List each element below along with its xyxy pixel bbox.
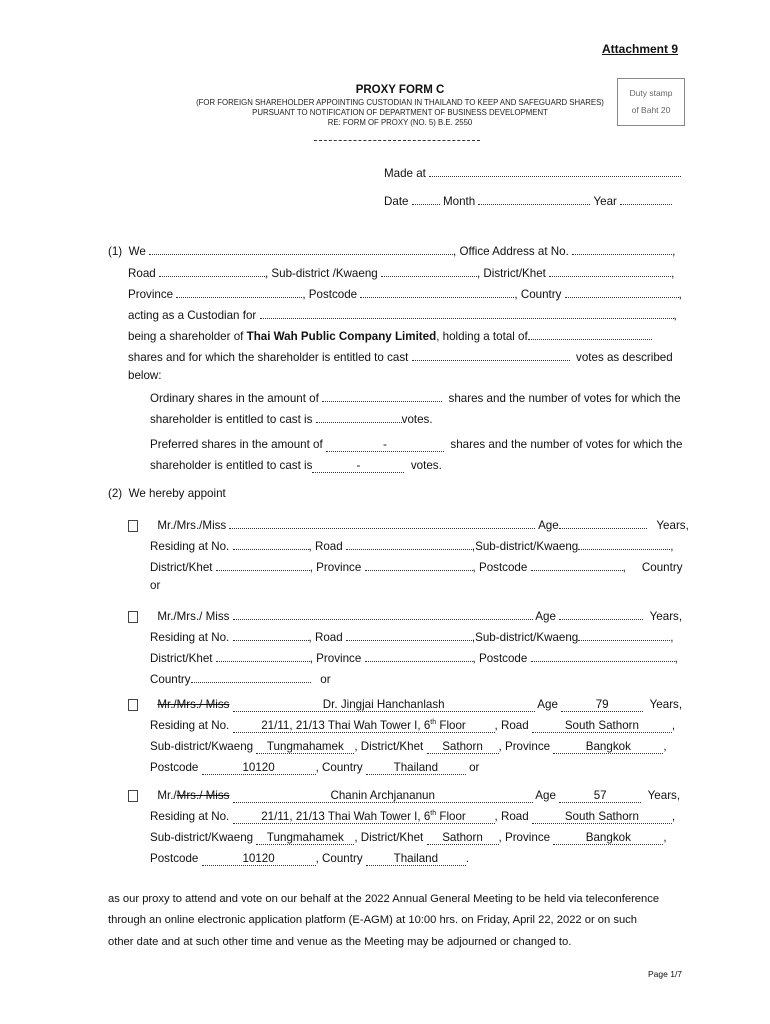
proxy3-age-label: Age [537, 698, 558, 711]
proxy2-road-field[interactable] [346, 628, 472, 641]
proxy4-checkbox[interactable] [128, 790, 138, 802]
holding-label: , holding a total of [436, 330, 528, 343]
proxy2-district-row [150, 649, 678, 665]
proxy3-postcode-row [150, 761, 479, 775]
proxy2-subdistrict-field[interactable] [578, 628, 670, 641]
proxy3-residing-field[interactable] [233, 719, 495, 733]
proxy1-age-label: Age [538, 519, 559, 532]
proxy1-road-label: , Road [308, 540, 343, 553]
postcode-label: , Postcode [302, 288, 358, 301]
proxy2-or: or [320, 673, 331, 686]
proxy2-province-field[interactable] [365, 649, 473, 662]
comma: , [670, 631, 674, 644]
header-divider [314, 140, 480, 141]
preferred-row [150, 438, 682, 452]
acting-field[interactable] [260, 306, 674, 319]
below-label: below: [128, 369, 162, 382]
country-field[interactable] [565, 285, 679, 298]
appoint-label: We hereby appoint [128, 487, 226, 500]
subdistrict-label: , Sub-district /Kwaeng [264, 267, 378, 280]
s1-row-being [128, 327, 652, 343]
proxy2-postcode-label: , Postcode [472, 652, 528, 665]
preferred-votes-field[interactable]: - [312, 459, 404, 473]
proxy2-name-row [128, 607, 682, 623]
month-label: Month [442, 195, 476, 208]
comma: , [670, 540, 674, 553]
proxy4-district-label: , District/Khet [354, 831, 424, 844]
votes-field[interactable] [412, 348, 570, 361]
closing-line-1: as our proxy to attend and vote on our behalf at the 2022 Annual General Meeting to be held via teleconference [108, 893, 660, 905]
proxy3-title-label: Mr./Mrs./ Miss [157, 698, 230, 711]
proxy1-years-label: Years, [656, 519, 689, 532]
s2-heading [108, 487, 226, 500]
proxy4-postcode-field[interactable]: 10120 [202, 852, 316, 866]
proxy3-residing-label: Residing at No. [150, 719, 230, 732]
proxy3-address-row [150, 719, 675, 733]
proxy4-province-field[interactable]: Bangkok [553, 831, 663, 845]
comma: , [622, 561, 626, 574]
acting-label: acting as a Custodian for [128, 309, 257, 322]
proxy4-country-field[interactable]: Thailand [366, 852, 466, 866]
ordinary-cast-row [150, 410, 433, 426]
proxy4-subdistrict-field[interactable]: Tungmahamek [256, 831, 354, 845]
s1-row-road [128, 264, 674, 280]
form-subtitle-1: (FOR FOREIGN SHAREHOLDER APPOINTING CUSTODIAN IN THAILAND TO KEEP AND SAFEGUARD SHARES) [196, 98, 604, 107]
ordinary-label: Ordinary shares in the amount of [150, 392, 319, 405]
comma: , [678, 288, 682, 301]
proxy2-address-row [150, 628, 673, 644]
proxy4-title-mr: Mr./ [157, 789, 177, 802]
country-label: , Country [514, 288, 562, 301]
proxy2-country-field[interactable] [191, 670, 311, 683]
district-label: , District/Khet [476, 267, 546, 280]
proxy4-age-label: Age [535, 789, 556, 802]
proxy3-residing-sup: th [430, 719, 437, 727]
attachment-label: Attachment 9 [601, 42, 678, 56]
proxy3-residing-value: 21/11, 21/13 Thai Wah Tower I, 6 [261, 719, 431, 732]
proxy3-district-label: , District/Khet [354, 740, 424, 753]
date-field[interactable] [412, 192, 440, 205]
proxy1-district-field[interactable] [216, 558, 310, 571]
votes-dot-label-2: votes. [410, 459, 442, 472]
proxy1-road-field[interactable] [346, 537, 472, 550]
ordinary-votes-field[interactable] [316, 410, 402, 423]
proxy3-checkbox[interactable] [128, 699, 138, 711]
proxy4-province-label: , Province [498, 831, 551, 844]
made-at-label: Made at [384, 167, 426, 180]
proxy2-postcode-field[interactable] [531, 649, 675, 662]
proxy4-end: . [465, 852, 470, 865]
proxy4-subdistrict-label: Sub-district/Kwaeng [150, 831, 254, 844]
comma: , [671, 810, 676, 823]
stamp-line-1: Duty stamp [629, 88, 673, 98]
proxy4-name-field[interactable]: Chanin Archjananun [233, 789, 533, 803]
proxy4-postcode-label: Postcode [150, 852, 199, 865]
s2-number: (2) [108, 487, 123, 500]
proxy1-country-label: Country [641, 561, 683, 574]
proxy2-country-label: Country [150, 673, 191, 686]
comma: , [673, 309, 677, 322]
proxy2-road-label: , Road [308, 631, 343, 644]
proxy2-residing-label: Residing at No. [150, 631, 230, 644]
proxy2-age-label: Age [535, 610, 556, 623]
comma: , [671, 719, 676, 732]
proxy1-postcode-label: , Postcode [472, 561, 528, 574]
comma: , [663, 831, 667, 844]
preferred-field[interactable]: - [326, 438, 444, 452]
entitled-label-2: shareholder is entitled to cast is [150, 459, 313, 472]
month-field[interactable] [478, 192, 590, 205]
proxy3-country-field[interactable]: Thailand [366, 761, 466, 775]
proxy2-age-field[interactable] [559, 607, 643, 620]
proxy3-postcode-label: Postcode [150, 761, 199, 774]
proxy3-province-field[interactable]: Bangkok [553, 740, 663, 754]
proxy4-country-label: , Country [315, 852, 363, 865]
s1-row-shares [128, 348, 673, 364]
date-row [384, 192, 672, 208]
office-label: , Office Address at No. [453, 245, 569, 258]
comma: , [672, 245, 676, 258]
proxy1-residing-label: Residing at No. [150, 540, 230, 553]
we-label: We [128, 245, 146, 258]
year-field[interactable] [620, 192, 672, 205]
form-subtitle-2: PURSUANT TO NOTIFICATION OF DEPARTMENT OF BUSINESS DEVELOPMENT [252, 108, 548, 117]
proxy2-years-label: Years, [649, 610, 683, 623]
proxy1-subdistrict-field[interactable] [578, 537, 670, 550]
district-field[interactable] [549, 264, 671, 277]
proxy3-name-field[interactable]: Dr. Jingjai Hanchanlash [233, 698, 535, 712]
proxy2-residing-field[interactable] [233, 628, 309, 641]
proxy2-title-label: Mr./Mrs./ Miss [157, 610, 230, 623]
proxy1-name-field[interactable] [229, 516, 535, 529]
stamp-line-2: of Baht 20 [631, 105, 671, 115]
proxy4-district-row [150, 831, 667, 845]
votes-desc-label: votes as described [576, 351, 673, 364]
proxy4-residing-sup: th [430, 810, 437, 818]
proxy3-district-row [150, 740, 667, 754]
proxy4-age-field[interactable]: 57 [559, 789, 641, 803]
ordinary-shares-number-label: shares and the number of votes for which the [448, 392, 681, 405]
company-name: Thai Wah Public Company Limited [246, 330, 437, 343]
proxy4-title-struck: Mrs./ Miss [176, 789, 230, 802]
proxy1-province-label: , Province [309, 561, 362, 574]
office-no-field[interactable] [572, 242, 672, 255]
proxy4-name-row [128, 789, 680, 803]
proxy3-road-label: , Road [494, 719, 529, 732]
road-field[interactable] [159, 264, 265, 277]
form-subtitle-3: RE: FORM OF PROXY (NO. 5) B.E. 2550 [327, 118, 473, 127]
proxy4-floor: Floor [436, 810, 466, 823]
proxy2-district-label: District/Khet [150, 652, 213, 665]
proxy4-road-field[interactable]: South Sathorn [532, 810, 672, 824]
comma: , [663, 740, 667, 753]
proxy1-district-row [150, 558, 683, 574]
proxy4-years-label: Years, [647, 789, 681, 802]
proxy1-checkbox[interactable] [128, 520, 138, 532]
postcode-field[interactable] [360, 285, 514, 298]
s1-row-we [108, 242, 675, 258]
year-label: Year [593, 195, 617, 208]
proxy1-subdistrict-label: ,Sub-district/Kwaeng [471, 540, 579, 553]
proxy2-country-row [150, 670, 331, 686]
proxy1-residing-field[interactable] [233, 537, 309, 550]
s1-number: (1) [108, 245, 123, 258]
proxy3-or: or [469, 761, 480, 774]
proxy3-name-row [128, 698, 682, 712]
proxy3-province-label: , Province [498, 740, 551, 753]
comma: , [671, 267, 675, 280]
road-label: Road [128, 267, 156, 280]
proxy4-road-label: , Road [494, 810, 529, 823]
closing-line-3: other date and at such other time and venue as the Meeting may be adjourned or changed to. [108, 936, 572, 948]
proxy3-age-field[interactable]: 79 [561, 698, 643, 712]
ordinary-field[interactable] [322, 389, 442, 402]
proxy3-floor: Floor [436, 719, 466, 732]
comma: , [674, 652, 678, 665]
proxy4-residing-value: 21/11, 21/13 Thai Wah Tower I, 6 [261, 810, 431, 823]
proxy3-country-label: , Country [315, 761, 363, 774]
preferred-cast-row [150, 459, 442, 473]
made-at-field[interactable] [429, 164, 681, 177]
proxy4-district-field[interactable]: Sathorn [427, 831, 499, 845]
proxy3-subdistrict-field[interactable]: Tungmahamek [256, 740, 354, 754]
proxy1-or: or [150, 579, 161, 592]
made-at-row [384, 164, 681, 180]
proxy3-postcode-field[interactable]: 10120 [202, 761, 316, 775]
proxy1-postcode-field[interactable] [531, 558, 623, 571]
preferred-shares-number-label: shares and the number of votes for which the [450, 438, 683, 451]
proxy1-province-field[interactable] [365, 558, 473, 571]
subdistrict-field[interactable] [381, 264, 477, 277]
closing-line-2: through an online electronic application platform (E-AGM) at 10:00 hrs. on Friday, April 22, 2022 or on such [108, 914, 637, 926]
proxy4-residing-label: Residing at No. [150, 810, 230, 823]
proxy3-district-field[interactable]: Sathorn [427, 740, 499, 754]
form-title: PROXY FORM C [355, 84, 445, 96]
total-shares-field[interactable] [528, 327, 652, 340]
proxy1-title-label: Mr./Mrs./Miss [157, 519, 227, 532]
proxy2-subdistrict-label: ,Sub-district/Kwaeng [471, 631, 579, 644]
shares-cast-label: shares and for which the shareholder is entitled to cast [128, 351, 409, 364]
proxy2-district-field[interactable] [216, 649, 310, 662]
s1-row-acting [128, 306, 677, 322]
province-label: Province [128, 288, 174, 301]
proxy4-address-row [150, 810, 675, 824]
proxy2-checkbox[interactable] [128, 611, 138, 623]
proxy3-years-label: Years, [649, 698, 683, 711]
proxy4-postcode-row [150, 852, 469, 866]
proxy2-province-label: , Province [309, 652, 362, 665]
entitled-label: shareholder is entitled to cast is [150, 413, 313, 426]
proxy3-subdistrict-label: Sub-district/Kwaeng [150, 740, 254, 753]
date-label: Date [384, 195, 409, 208]
province-field[interactable] [176, 285, 302, 298]
proxy2-name-field[interactable] [233, 607, 533, 620]
we-name-field[interactable] [149, 242, 453, 255]
proxy1-district-label: District/Khet [150, 561, 213, 574]
votes-dot-label: votes. [401, 413, 433, 426]
proxy3-road-field[interactable]: South Sathorn [532, 719, 672, 733]
proxy1-address-row [150, 537, 673, 553]
proxy1-age-field[interactable] [559, 516, 647, 529]
proxy4-residing-field[interactable] [233, 810, 495, 824]
proxy1-name-row [128, 516, 689, 532]
page-number: Page 1/7 [648, 969, 683, 979]
ordinary-row [150, 389, 681, 405]
s1-row-province [128, 285, 682, 301]
being-label: being a shareholder of [128, 330, 247, 343]
preferred-label: Preferred shares in the amount of [150, 438, 323, 451]
